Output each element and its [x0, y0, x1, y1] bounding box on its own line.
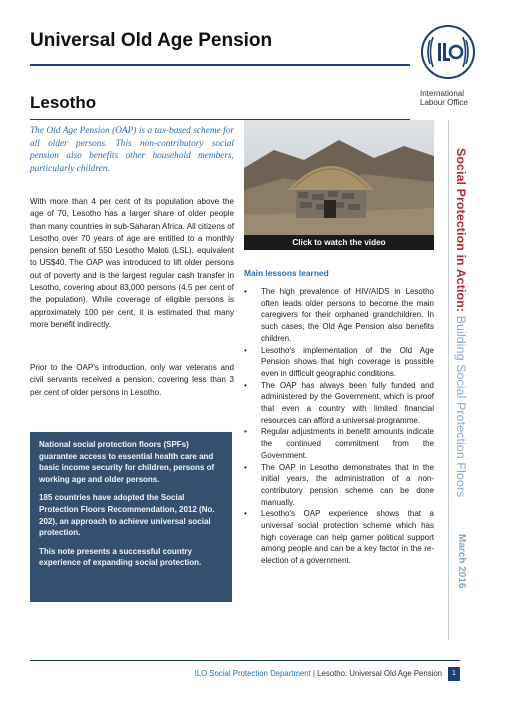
lesson-text: Lesotho's OAP experience shows that a universal social protection scheme which has high coverage can help garner political support among people and can be a key factor in the re-election of a government. — [261, 509, 434, 566]
ilo-logo — [420, 24, 476, 124]
lesson-item — [244, 345, 434, 380]
lessons-list — [244, 286, 434, 567]
footer-department: ILO Social Protection Department — [194, 669, 311, 678]
sidebar-divider — [448, 120, 449, 640]
lesson-text: The OAP has always been fully funded and administered by the Government, which is proof that even a country with limited financial resources can afford a universal programme. — [261, 380, 434, 425]
series-sidebar — [454, 148, 478, 600]
spf-callout-box — [30, 432, 232, 602]
lesson-item — [244, 508, 434, 567]
title-divider — [30, 64, 410, 66]
page-footer — [150, 667, 460, 681]
lesson-item — [244, 462, 434, 509]
country-heading: Lesotho — [30, 93, 97, 112]
lesson-text: Regular adjustments in benefit amounts indicate the continued commitment from the Government. — [261, 427, 434, 460]
series-title-bold: Social Protection in Action: — [454, 148, 468, 313]
bullet-icon: • — [244, 427, 247, 437]
lesson-text: The high prevalence of HIV/AIDS in Lesotho often leads older persons to become the main caregivers for their orphaned grandchildren. In such cases, the Old Age Pension also benefits children. — [261, 287, 434, 343]
callout-paragraph: National social protection floors (SPFs) guarantee access to essential health care and basic income security for children, persons of working age and older persons. — [39, 440, 215, 484]
series-title-light: Building Social Protection Floors — [454, 312, 468, 498]
watch-video-link[interactable]: Click to watch the video — [244, 235, 434, 250]
bullet-icon: • — [244, 345, 247, 355]
lessons-heading: Main lessons learned — [244, 268, 329, 278]
lesson-text: The OAP in Lesotho demonstrates that in the initial years, the administration of a non-contributory pension scheme can be done manually. — [261, 462, 434, 507]
lesson-item — [244, 380, 434, 427]
bullet-icon: • — [244, 287, 247, 296]
footer-divider — [30, 660, 460, 661]
body-paragraph: With more than 4 per cent of its population above the age of 70, Lesotho has a larger share of older people than many countries in sub-Saharan Africa. All citizens of Lesotho over 70 years of age are entitled to a monthly pension benefit of 550 Lesotho Maloti (LSL), equivalent to US$40. The OAP was introduced to lift older persons out of poverty and is the largest regular cash transfer in Lesotho, covering about 83,000 persons (4.5 per cent of the population). While coverage of eligible persons is approximately 100 per cent, it is estimated that many more benefit indirectly. — [30, 197, 234, 329]
lesson-item — [244, 286, 434, 345]
lesson-text: Lesotho's implementation of the Old Age Pension shows that high coverage is possible even in difficult geographic conditions. — [261, 345, 434, 378]
page-number: 1 — [448, 667, 460, 681]
landscape-hut-image — [244, 120, 434, 250]
document-title: Universal Old Age Pension — [30, 30, 273, 51]
publication-date: March 2016 — [456, 534, 467, 589]
video-thumbnail[interactable] — [244, 120, 434, 250]
callout-paragraph: This note presents a successful country experience of expanding social protection. — [39, 546, 202, 568]
org-name: International Labour Office — [420, 89, 468, 107]
callout-paragraph: 185 countries have adopted the Social Protection Floors Recommendation, 2012 (No. 202), an approach to achieve universal social protection. — [39, 493, 215, 538]
lesson-item — [244, 426, 434, 461]
intro-text: The Old Age Pension (OAP) is a tax-based scheme for all older persons. This non-contributory social pension also benefits other household members, particularly children. — [30, 126, 234, 174]
series-title — [454, 148, 468, 497]
ilo-emblem-icon — [420, 24, 476, 80]
footer-separator: | — [310, 669, 318, 678]
footer-title: Lesotho: Universal Old Age Pension — [317, 669, 442, 678]
bullet-icon: • — [244, 380, 247, 390]
body-paragraph: Prior to the OAP's introduction, only war veterans and civil servants received a pension, covering less than 3 per cent of older persons in Lesotho. — [30, 363, 234, 397]
bullet-icon: • — [244, 462, 247, 472]
bullet-icon: • — [244, 509, 247, 519]
